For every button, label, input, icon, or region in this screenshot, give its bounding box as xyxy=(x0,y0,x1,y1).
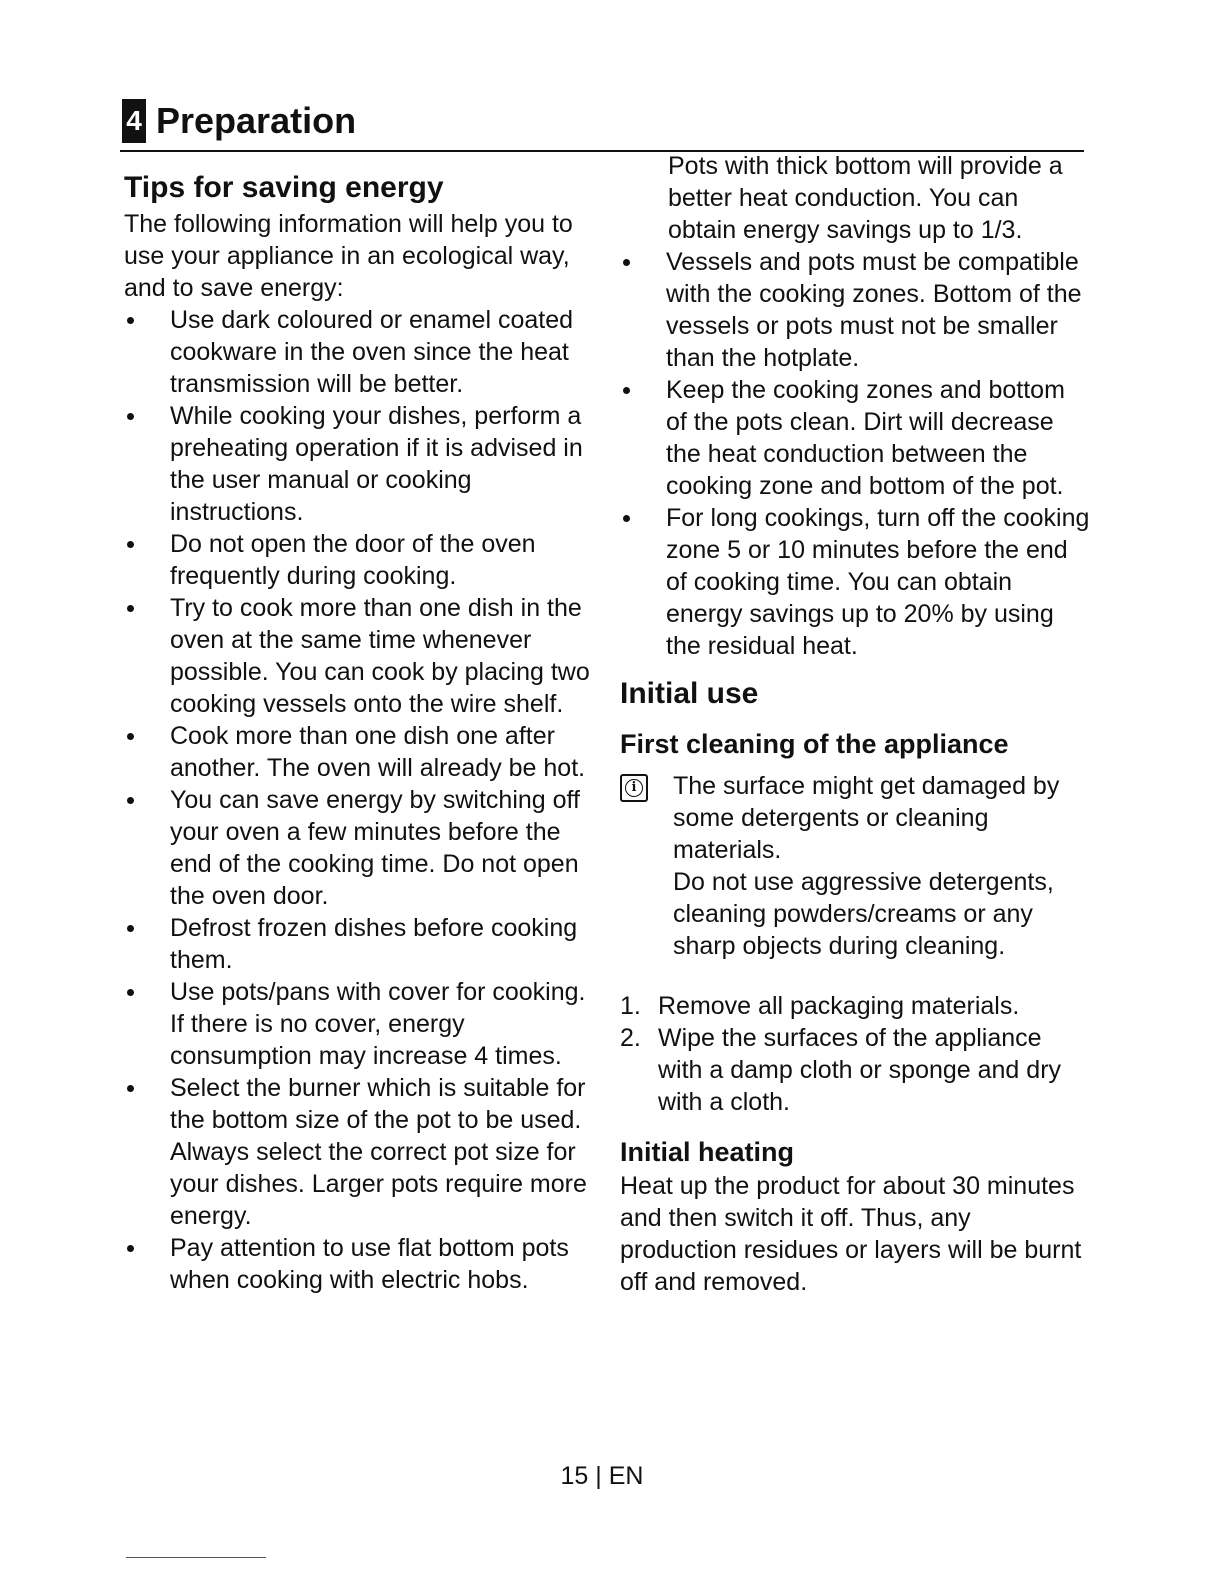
list-item: Defrost frozen dishes before cooking them. xyxy=(124,912,594,976)
list-item: Use pots/pans with cover for cooking. If there is no cover, energy consumption may increase 4 times. xyxy=(124,976,594,1072)
initial-heating-heading: Initial heating xyxy=(620,1137,795,1167)
list-item: Keep the cooking zones and bottom of the pots clean. Dirt will decrease the heat conduction between the cooking zone and bottom of the pot. xyxy=(620,374,1090,502)
info-icon: i xyxy=(620,774,648,802)
list-item xyxy=(620,990,1090,1022)
tips-list-continued xyxy=(620,246,1090,662)
list-item: Cook more than one dish one after another. The oven will already be hot. xyxy=(124,720,594,784)
list-item: Try to cook more than one dish in the oven at the same time whenever possible. You can cook by placing two cooking vessels onto the wire shelf. xyxy=(124,592,594,720)
list-item: Pay attention to use flat bottom pots when cooking with electric hobs. xyxy=(124,1232,594,1296)
list-item: Select the burner which is suitable for the bottom size of the pot to be used. Always select the correct pot size for your dishes. Larger pots require more energy. xyxy=(124,1072,594,1232)
list-item xyxy=(620,1022,1090,1118)
step-number: 2. xyxy=(620,1024,641,1052)
note-line: The surface might get damaged by some detergents or cleaning materials. xyxy=(673,772,1060,864)
list-item: Use dark coloured or enamel coated cookware in the oven since the heat transmission will be better. xyxy=(124,304,594,400)
list-item: For long cookings, turn off the cooking zone 5 or 10 minutes before the end of cooking time. You can obtain energy savings up to 20% by using the residual heat. xyxy=(620,502,1090,662)
list-item: Vessels and pots must be compatible with the cooking zones. Bottom of the vessels or pots must not be smaller than the hotplate. xyxy=(620,246,1090,374)
note-text xyxy=(673,770,1090,962)
step-text: Wipe the surfaces of the appliance with a damp cloth or sponge and dry with a cloth. xyxy=(658,1024,1062,1116)
list-item: While cooking your dishes, perform a preheating operation if it is advised in the user manual or cooking instructions. xyxy=(124,400,594,528)
chapter-number-badge: 4 xyxy=(122,99,146,143)
page-number: 15 | EN xyxy=(560,1462,644,1490)
list-item: You can save energy by switching off your oven a few minutes before the end of the cooking time. Do not open the oven door. xyxy=(124,784,594,912)
note-line: Do not use aggressive detergents, cleaning powders/creams or any sharp objects during cleaning. xyxy=(673,868,1054,960)
step-number: 1. xyxy=(620,992,641,1020)
tips-heading: Tips for saving energy xyxy=(124,171,444,204)
right-column xyxy=(620,150,1090,1298)
first-cleaning-heading: First cleaning of the appliance xyxy=(620,729,1009,759)
tip-continuation: Pots with thick bottom will provide a better heat conduction. You can obtain energy savings up to 1/3. xyxy=(668,152,1063,244)
footer-rule xyxy=(126,1557,266,1558)
initial-use-heading: Initial use xyxy=(620,677,759,710)
step-text: Remove all packaging materials. xyxy=(658,992,1020,1020)
initial-heating-text: Heat up the product for about 30 minutes and then switch it off. Thus, any production residues or layers will be burnt off and removed. xyxy=(620,1172,1082,1296)
chapter-title: Preparation xyxy=(156,100,357,141)
cleaning-steps xyxy=(620,990,1090,1118)
list-item: Do not open the door of the oven frequently during cooking. xyxy=(124,528,594,592)
left-column xyxy=(124,168,594,1296)
cleaning-note xyxy=(620,770,1090,962)
chapter-header xyxy=(122,96,356,146)
tips-intro: The following information will help you to use your appliance in an ecological way, and to save energy: xyxy=(124,210,573,302)
tips-list xyxy=(124,304,594,1296)
